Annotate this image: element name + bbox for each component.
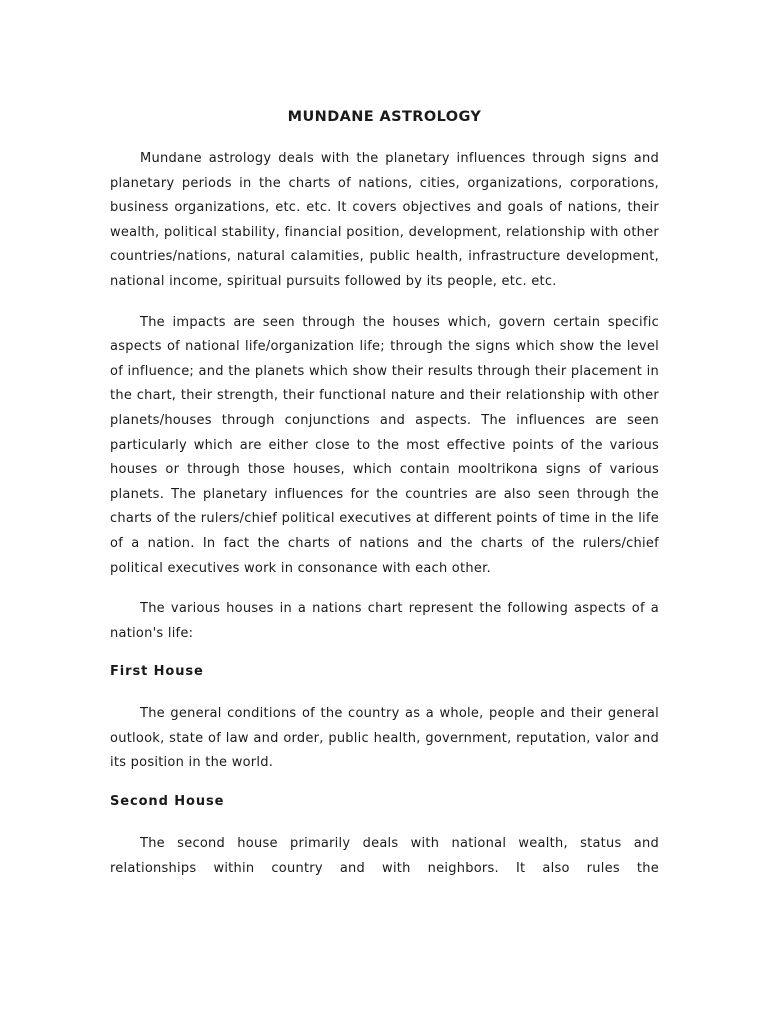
section-heading-second-house: Second House [110, 794, 225, 810]
paragraph-houses-intro: The various houses in a nations chart represent the following aspects of a nation's life: [110, 601, 659, 641]
section-heading-first-house: First House [110, 664, 204, 680]
document-body [110, 107, 659, 897]
paragraph-impacts: The impacts are seen through the houses which, govern certain specific aspects of national life/organization life; through the signs which show the level of influence; and the planets which show their results through their placement in the chart, their strength, their functional nature and their relationship with other planets/houses through conjunctions and aspects. The influences are seen particularly which are either close to the most effective points of the various houses or through those houses, which contain mooltrikona signs of various planets. The planetary influences for the countries are also seen through the charts of the rulers/chief political executives at different points of time in the life of a nation. In fact the charts of nations and the charts of the rulers/chief political executives work in consonance with each other. [110, 314, 659, 576]
paragraph-second-house: The second house primarily deals with national wealth, status and relationships within country and with neighbors. It also rules the [110, 836, 659, 876]
paragraph-first-house: The general conditions of the country as a whole, people and their general outlook, state of law and order, public health, government, reputation, valor and its position in the world. [110, 706, 659, 771]
paragraph-intro: Mundane astrology deals with the planetary influences through signs and planetary periods in the charts of nations, cities, organizations, corporations, business organizations, etc. etc. It covers objectives and goals of nations, their wealth, political stability, financial position, development, relationship with other countries/nations, natural calamities, public health, infrastructure development, national income, spiritual pursuits followed by its people, etc. etc. [110, 151, 659, 289]
document-title: MUNDANE ASTROLOGY [287, 109, 482, 125]
